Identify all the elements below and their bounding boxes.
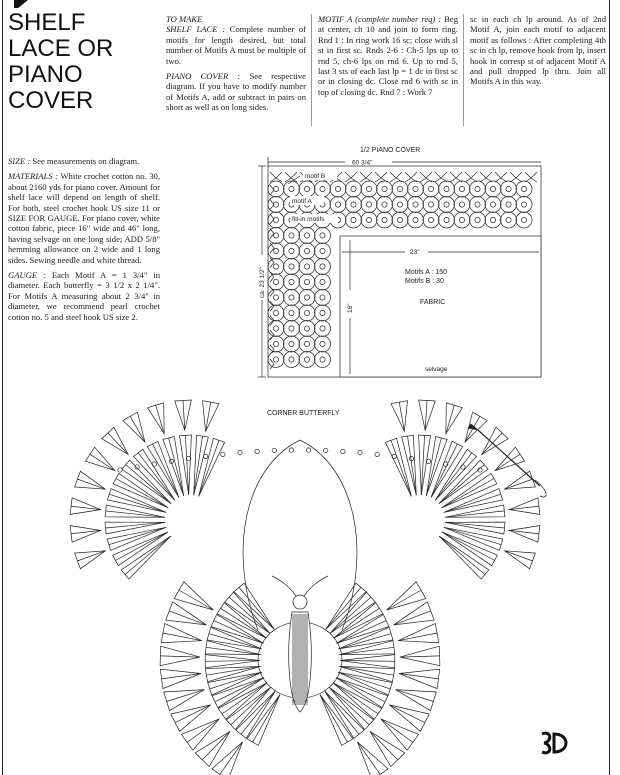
size-text: See measurements on diagram. xyxy=(32,156,140,166)
motif-a-center xyxy=(289,295,294,300)
motif-a-center xyxy=(289,326,294,331)
wing-spoke-upper-right xyxy=(445,522,505,528)
motif-a-circle xyxy=(439,212,455,228)
motif-a-center xyxy=(490,217,495,222)
motif-a-center xyxy=(506,217,511,222)
width-label: 60 3/4" xyxy=(352,159,373,167)
title-line: PIANO xyxy=(8,61,83,88)
wing-spoke-upper-right xyxy=(391,440,412,496)
motif-a-center xyxy=(428,186,433,191)
motif-a-center xyxy=(273,217,278,222)
motif-a-center xyxy=(273,264,278,269)
wing-spoke-upper-left xyxy=(106,511,166,517)
wing-spoke-upper-left-outer xyxy=(206,402,211,432)
motif-a-circle xyxy=(346,181,362,197)
motif-a-circle xyxy=(284,336,300,352)
wing-stitch-upper-left xyxy=(105,522,165,534)
fabric-width-label: 23" xyxy=(410,249,420,256)
motif-a-circle xyxy=(392,181,408,197)
motif-a-center xyxy=(413,217,418,222)
motif-a-center xyxy=(304,279,309,284)
wing-spoke-upper-right-outer xyxy=(399,402,404,432)
motif-a-center xyxy=(428,217,433,222)
motif-a-circle xyxy=(423,197,439,213)
motif-a-circle xyxy=(315,181,331,197)
wing-edge-right xyxy=(300,440,357,630)
wing-spoke-lower-right xyxy=(320,695,348,743)
motif-a-circle xyxy=(299,321,315,337)
wing-spoke-lower-right xyxy=(329,687,369,725)
wing-stitch-lower-right-outer xyxy=(357,742,388,775)
antenna-left xyxy=(272,576,296,596)
motif-a-circle xyxy=(439,181,455,197)
motif-a-circle xyxy=(501,212,517,228)
motif-a-circle xyxy=(423,181,439,197)
motif-a-circle xyxy=(485,197,501,213)
piano-cover-text: See respective diagram. If you have to modify number of Motifs A, add or subtract in pairs on short as well as on long sides. xyxy=(166,71,306,113)
wing-stitch-lower-left-outer xyxy=(171,705,211,732)
wing-spoke-lower-right xyxy=(340,647,395,654)
motif-a-center xyxy=(320,279,325,284)
motif-a-center xyxy=(320,264,325,269)
motif-a-center xyxy=(304,341,309,346)
motif-b-butterfly xyxy=(285,172,297,182)
chain-loop xyxy=(392,454,396,458)
motif-a-center xyxy=(428,202,433,207)
wing-stitch-upper-right-outer xyxy=(446,403,463,434)
motif-b-count: Motifs B : 30 xyxy=(405,278,444,285)
wing-spoke-lower-left xyxy=(206,647,261,654)
motif-a-center xyxy=(320,233,325,238)
motif-a-center xyxy=(320,248,325,253)
motif-a-callout: motif A xyxy=(292,198,312,205)
wing-spoke-lower-left xyxy=(239,587,274,629)
motif-a-circle xyxy=(299,336,315,352)
butterfly-head xyxy=(293,595,307,609)
wing-spoke-lower-left-outer xyxy=(160,656,200,657)
motif-a-circle xyxy=(346,212,362,228)
motif-a-center xyxy=(413,186,418,191)
gauge-text: Each Motif A = 1 3/4" in diameter. Each butterfly = 3 1/2 x 2 1/4". For Motifs A measuring about 2 3/4" in diameter, we recommend pearl crochet cotton no. 5 and steel hook US size 2. xyxy=(8,270,161,322)
motif-a-center xyxy=(320,295,325,300)
motif-a-circle xyxy=(408,212,424,228)
motif-a-circle xyxy=(501,197,517,213)
chain-loop xyxy=(358,451,362,455)
wing-spoke-lower-left xyxy=(241,691,275,734)
motif-a-center xyxy=(289,248,294,253)
motif-a-center xyxy=(273,295,278,300)
wing-spoke-upper-left-outer xyxy=(108,433,129,455)
motif-a-center xyxy=(382,202,387,207)
motif-a-center xyxy=(366,217,371,222)
motif-a-center xyxy=(304,326,309,331)
wing-spoke-lower-right-outer xyxy=(400,656,440,657)
motif-a-circle xyxy=(315,228,331,244)
motif-a-center xyxy=(289,310,294,315)
motif-a-center xyxy=(289,341,294,346)
chain-loop xyxy=(289,448,293,452)
motif-a-circle xyxy=(299,290,315,306)
motif-a-circle xyxy=(284,228,300,244)
motif-a-circle xyxy=(284,259,300,275)
motif-a-center xyxy=(521,202,526,207)
motif-a-circle xyxy=(330,197,346,213)
wing-stitch-upper-right-outer xyxy=(505,551,536,569)
motif-a-circle xyxy=(330,181,346,197)
chain-loop xyxy=(255,449,259,453)
motif-a-circle xyxy=(299,181,315,197)
motif-a-circle xyxy=(315,290,331,306)
diagram-title: 1/2 PIANO COVER xyxy=(360,147,421,154)
motif-a-circle xyxy=(361,212,377,228)
motif-a-center xyxy=(475,202,480,207)
wing-stitch-lower-left xyxy=(207,627,262,649)
motif-a-circle xyxy=(485,181,501,197)
wing-spoke-lower-left-outer xyxy=(163,633,202,641)
motif-a-circle xyxy=(454,212,470,228)
motif-a-circle xyxy=(299,259,315,275)
motif-a-circle xyxy=(284,243,300,259)
motif-a-circle xyxy=(361,181,377,197)
wing-spoke-lower-left xyxy=(253,695,281,743)
motif-a-center xyxy=(273,248,278,253)
motif-a-circle xyxy=(470,197,486,213)
motif-a-center xyxy=(335,186,340,191)
motif-a-center xyxy=(475,217,480,222)
wing-stitch-upper-right-outer xyxy=(505,471,536,489)
wing-spoke-lower-right-outer xyxy=(357,742,380,775)
fabric-label: FABRIC xyxy=(420,299,446,306)
chain-loop xyxy=(324,448,328,452)
motif-a-center xyxy=(506,202,511,207)
motif-a-circle xyxy=(516,197,532,213)
motif-a-center xyxy=(444,202,449,207)
motif-a-circle xyxy=(501,181,517,197)
motif-a-center xyxy=(475,186,480,191)
title-line: LACE OR xyxy=(8,35,114,62)
wing-stitch-lower-left-outer xyxy=(166,602,207,625)
motif-a-center xyxy=(304,186,309,191)
motif-a-circle xyxy=(268,321,284,337)
motif-a-center xyxy=(304,264,309,269)
motif-a-center xyxy=(459,217,464,222)
butterfly-body xyxy=(289,612,312,712)
motif-b-butterfly xyxy=(390,172,402,182)
wing-stitch-lower-right xyxy=(338,627,393,649)
motif-a-center xyxy=(273,279,278,284)
wing-stitch-lower-left-outer xyxy=(212,742,243,775)
fabric-area xyxy=(340,236,541,377)
motif-a-circle xyxy=(284,321,300,337)
corner-butterfly xyxy=(70,400,546,775)
motif-a-center xyxy=(273,341,278,346)
motif-a-center xyxy=(351,202,356,207)
motif-a-circle xyxy=(454,197,470,213)
motif-b-butterfly xyxy=(345,172,357,182)
motif-a-center xyxy=(304,310,309,315)
motif-a-circle xyxy=(516,212,532,228)
gauge-label: GAUGE : xyxy=(8,270,46,281)
wing-stitch-upper-right-outer xyxy=(509,498,540,515)
motif-a-circle xyxy=(361,197,377,213)
motif-a-center xyxy=(490,186,495,191)
motif-a-circle xyxy=(454,181,470,197)
materials-text: White crochet cotton no. 30, about 2160 yds for piano cover. Amount for shelf lace will depend on length of shelf. For both, steel crochet hook US size 11 or SIZE FOR GAUGE. For piano cover, white cotton fabric, piece 16" wide and 46" long, having selvage on one long side; ADD 5/8" hemming allowance on 2 wide and 1 long sides. Sewing needle and white thread. xyxy=(8,171,160,265)
wing-spoke-upper-left xyxy=(199,440,220,496)
motif-a-center xyxy=(320,326,325,331)
motif-b-butterfly xyxy=(360,172,372,182)
motif-a-circle xyxy=(299,352,315,368)
chain-loop xyxy=(118,468,122,472)
motif-a-center xyxy=(289,264,294,269)
height-label: ca. 23 1/2" xyxy=(259,267,266,298)
wing-spoke-lower-right xyxy=(326,587,361,629)
wing-stitch-lower-left-outer xyxy=(181,719,219,750)
motif-a-center xyxy=(366,202,371,207)
wing-stitch-upper-right xyxy=(445,505,505,517)
motif-a-center xyxy=(506,186,511,191)
wing-spoke-lower-left-outer xyxy=(187,719,219,743)
motif-a-circle xyxy=(315,305,331,321)
wing-stitch-upper-right-outer xyxy=(391,401,408,432)
motif-b-butterfly xyxy=(465,172,477,182)
motif-a-center xyxy=(366,186,371,191)
wing-stitch-lower-right xyxy=(320,695,353,746)
motif-a-center xyxy=(273,186,278,191)
motif-b-butterfly xyxy=(405,172,417,182)
motif-a-text: Beg at center, ch 10 and join to form ring. Rnd 1 : In ring work 16 sc; close with sl st in first sc. Rnds 2-6 : Ch-5 lps up to rnd 5, ch-6 lps on rnd 6. Up to rnd 5, last 3 sts of each last lp = 1 dc in first sc or in closing dc. Close rnd 6 with sc in top of closing dc. Rnd 7 : Work 7 xyxy=(318,14,458,97)
wing-spoke-upper-left xyxy=(105,522,165,528)
chain-loop xyxy=(375,452,379,456)
title-line: COVER xyxy=(8,87,94,114)
motif-a-center xyxy=(273,357,278,362)
motif-a-circle xyxy=(284,181,300,197)
crochet-hook-shaft xyxy=(478,430,540,486)
motif-a-center xyxy=(304,248,309,253)
wing-stitch-lower-right-outer xyxy=(381,719,419,750)
wing-stitch-upper-left xyxy=(199,438,225,496)
motif-a-circle xyxy=(315,352,331,368)
motif-b-butterfly xyxy=(510,172,522,182)
motif-a-circle xyxy=(299,305,315,321)
motif-a-circle xyxy=(268,305,284,321)
motif-b-butterfly xyxy=(450,172,462,182)
wing-stitch-upper-right xyxy=(385,438,411,496)
motif-a-center xyxy=(289,357,294,362)
shelf-lace-label: SHELF LACE : xyxy=(166,24,226,35)
wing-stitch-upper-left-outer xyxy=(85,447,114,470)
motif-a-circle xyxy=(284,290,300,306)
fill-in-label: fill-in motifs xyxy=(292,216,325,223)
motif-a-circle xyxy=(485,212,501,228)
motif-a-circle xyxy=(315,259,331,275)
title-line: SHELF xyxy=(8,9,86,36)
motif-a-count: Motifs A : 150 xyxy=(405,269,448,276)
wing-stitch-lower-right-outer xyxy=(399,669,440,688)
motif-a-center xyxy=(289,233,294,238)
motif-a-center xyxy=(521,186,526,191)
wing-spoke-upper-left-outer xyxy=(90,454,115,470)
motif-a-center xyxy=(289,279,294,284)
motif-a-circle xyxy=(268,290,284,306)
motif-b-butterfly xyxy=(420,172,432,182)
wing-stitch-lower-right-outer xyxy=(394,602,435,625)
wing-stitch-upper-right xyxy=(445,522,505,534)
chain-loop xyxy=(306,448,310,452)
motif-a-circle xyxy=(346,197,362,213)
motif-a-center xyxy=(320,341,325,346)
wing-stitch-upper-left xyxy=(113,532,168,566)
chain-loop xyxy=(238,451,242,455)
motif-a-circle xyxy=(299,274,315,290)
wing-spoke-upper-right xyxy=(445,511,505,517)
wing-edge-left xyxy=(243,440,300,630)
fabric-height-label: 16" xyxy=(347,303,354,313)
motif-a-center xyxy=(444,217,449,222)
motif-a-center xyxy=(304,357,309,362)
motif-a-circle xyxy=(268,197,284,213)
wing-stitch-lower-right-outer xyxy=(387,582,426,610)
motif-b-butterfly xyxy=(375,172,387,182)
motif-a-circle xyxy=(315,336,331,352)
chain-loop xyxy=(152,462,156,466)
wing-stitch-layer xyxy=(70,400,540,775)
motif-b-butterfly xyxy=(435,172,447,182)
materials-label: MATERIALS : xyxy=(8,171,58,182)
motif-a-center xyxy=(335,202,340,207)
motif-b-butterfly xyxy=(525,172,537,182)
shelf-lace-text: Complete number of motifs for length desired, but total number of Motifs A must be multiple of two. xyxy=(166,24,306,66)
motif-a-center xyxy=(397,202,402,207)
wing-stitch-upper-right-outer xyxy=(509,526,540,543)
wing-spoke-lower-left xyxy=(205,661,260,662)
motif-a-center xyxy=(351,217,356,222)
motif-a-circle xyxy=(268,243,284,259)
motif-a-center xyxy=(413,202,418,207)
chain-loop xyxy=(426,459,430,463)
motif-a-center xyxy=(320,357,325,362)
motif-a-center xyxy=(490,202,495,207)
motif-a-circle xyxy=(392,212,408,228)
motif-a-circle xyxy=(268,336,284,352)
wing-spoke-lower-left xyxy=(231,687,271,725)
motif-a-center xyxy=(459,186,464,191)
motif-a-circle xyxy=(470,181,486,197)
wing-stitch-upper-left-outer xyxy=(70,526,101,543)
selvage-label: selvage xyxy=(425,366,448,373)
wing-spoke-upper-left-outer xyxy=(130,416,145,442)
motif-a-center xyxy=(382,186,387,191)
wing-spoke-lower-right-outer xyxy=(381,719,413,743)
wing-stitch-upper-left-outer xyxy=(203,401,220,432)
wing-stitch-upper-left-outer xyxy=(70,498,101,515)
wing-spoke-upper-right-outer xyxy=(446,405,455,434)
motif-a-circle xyxy=(268,228,284,244)
wing-stitch-upper-left-outer xyxy=(148,403,165,434)
motif-a-circle xyxy=(377,197,393,213)
motif-a-circle xyxy=(377,212,393,228)
motif-a-circle xyxy=(284,274,300,290)
wing-stitch-lower-left-outer xyxy=(160,669,201,688)
motif-a-center xyxy=(397,217,402,222)
motif-b-butterfly xyxy=(270,172,282,182)
motif-b-butterfly xyxy=(480,172,492,182)
motif-a-circle xyxy=(315,274,331,290)
wing-stitch-upper-left-outer xyxy=(75,471,106,489)
chain-loop xyxy=(272,448,276,452)
motif-a-center xyxy=(444,186,449,191)
motif-a-center xyxy=(521,217,526,222)
motif-a-center xyxy=(304,295,309,300)
size-label: SIZE : xyxy=(8,156,31,166)
motif-a-center xyxy=(351,186,356,191)
motif-a-center xyxy=(273,310,278,315)
motif-a-center xyxy=(459,202,464,207)
antenna-right xyxy=(304,576,328,596)
motif-a-circle xyxy=(408,197,424,213)
motif-a-circle xyxy=(423,212,439,228)
motif-a-circle xyxy=(470,212,486,228)
wing-stitch-lower-right-outer xyxy=(389,705,429,732)
motif-a-center xyxy=(382,217,387,222)
chain-loop xyxy=(135,465,139,469)
piano-cover-label: PIANO COVER : xyxy=(166,71,241,82)
motif-a-circle xyxy=(284,305,300,321)
motif-a-center xyxy=(320,310,325,315)
motif-a-circle xyxy=(408,181,424,197)
motif-a-circle xyxy=(315,321,331,337)
wing-spoke-lower-right xyxy=(325,691,359,734)
motif-a-circle xyxy=(392,197,408,213)
motif-a-circle xyxy=(299,243,315,259)
wing-stitch-upper-left xyxy=(105,505,165,517)
publisher-logo-icon xyxy=(540,730,572,756)
chain-loop xyxy=(221,452,225,456)
wing-spoke-upper-left-outer xyxy=(156,405,165,434)
motif-a-label: MOTIF A (complete number req) : xyxy=(318,14,442,24)
chain-loop xyxy=(204,454,208,458)
motif-a-center xyxy=(273,326,278,331)
motif-a-circle xyxy=(299,228,315,244)
motif-a-circle xyxy=(439,197,455,213)
wing-spoke-lower-left-outer xyxy=(220,742,243,775)
motif-a-circle xyxy=(377,181,393,197)
motif-a-center xyxy=(289,186,294,191)
wing-spoke-lower-right-outer xyxy=(398,633,437,641)
piano-cover-diagram xyxy=(258,147,541,377)
motif-a-circle xyxy=(516,181,532,197)
wing-stitch-upper-right xyxy=(442,532,497,566)
wing-stitch-upper-left-outer xyxy=(123,412,145,442)
motif-a-center xyxy=(304,233,309,238)
to-make-heading-text: TO MAKE xyxy=(166,14,203,24)
motif-b-butterfly xyxy=(495,172,507,182)
motif-a-circle xyxy=(315,243,331,259)
joining-text: sc in each ch lp around. As of 2nd Motif A, join each motif to adjacent motif as follows : After completing 4th sc in ch lp, remove hook from lp, insert hook in corresp st of adjacent Motif A and pull dropped lp thru. Join all Motifs A in this way. xyxy=(470,14,606,87)
butterfly-title: CORNER BUTTERFLY xyxy=(267,410,340,417)
wing-spoke-lower-right xyxy=(340,661,395,662)
wing-stitch-lower-left xyxy=(247,695,280,746)
wing-stitch-lower-left-outer xyxy=(174,582,213,610)
motif-b-label: motif B xyxy=(305,173,326,180)
wing-stitch-upper-left-outer xyxy=(75,551,106,569)
chain-loop xyxy=(341,449,345,453)
motif-a-center xyxy=(320,186,325,191)
motif-a-center xyxy=(397,186,402,191)
motif-a-circle xyxy=(284,352,300,368)
